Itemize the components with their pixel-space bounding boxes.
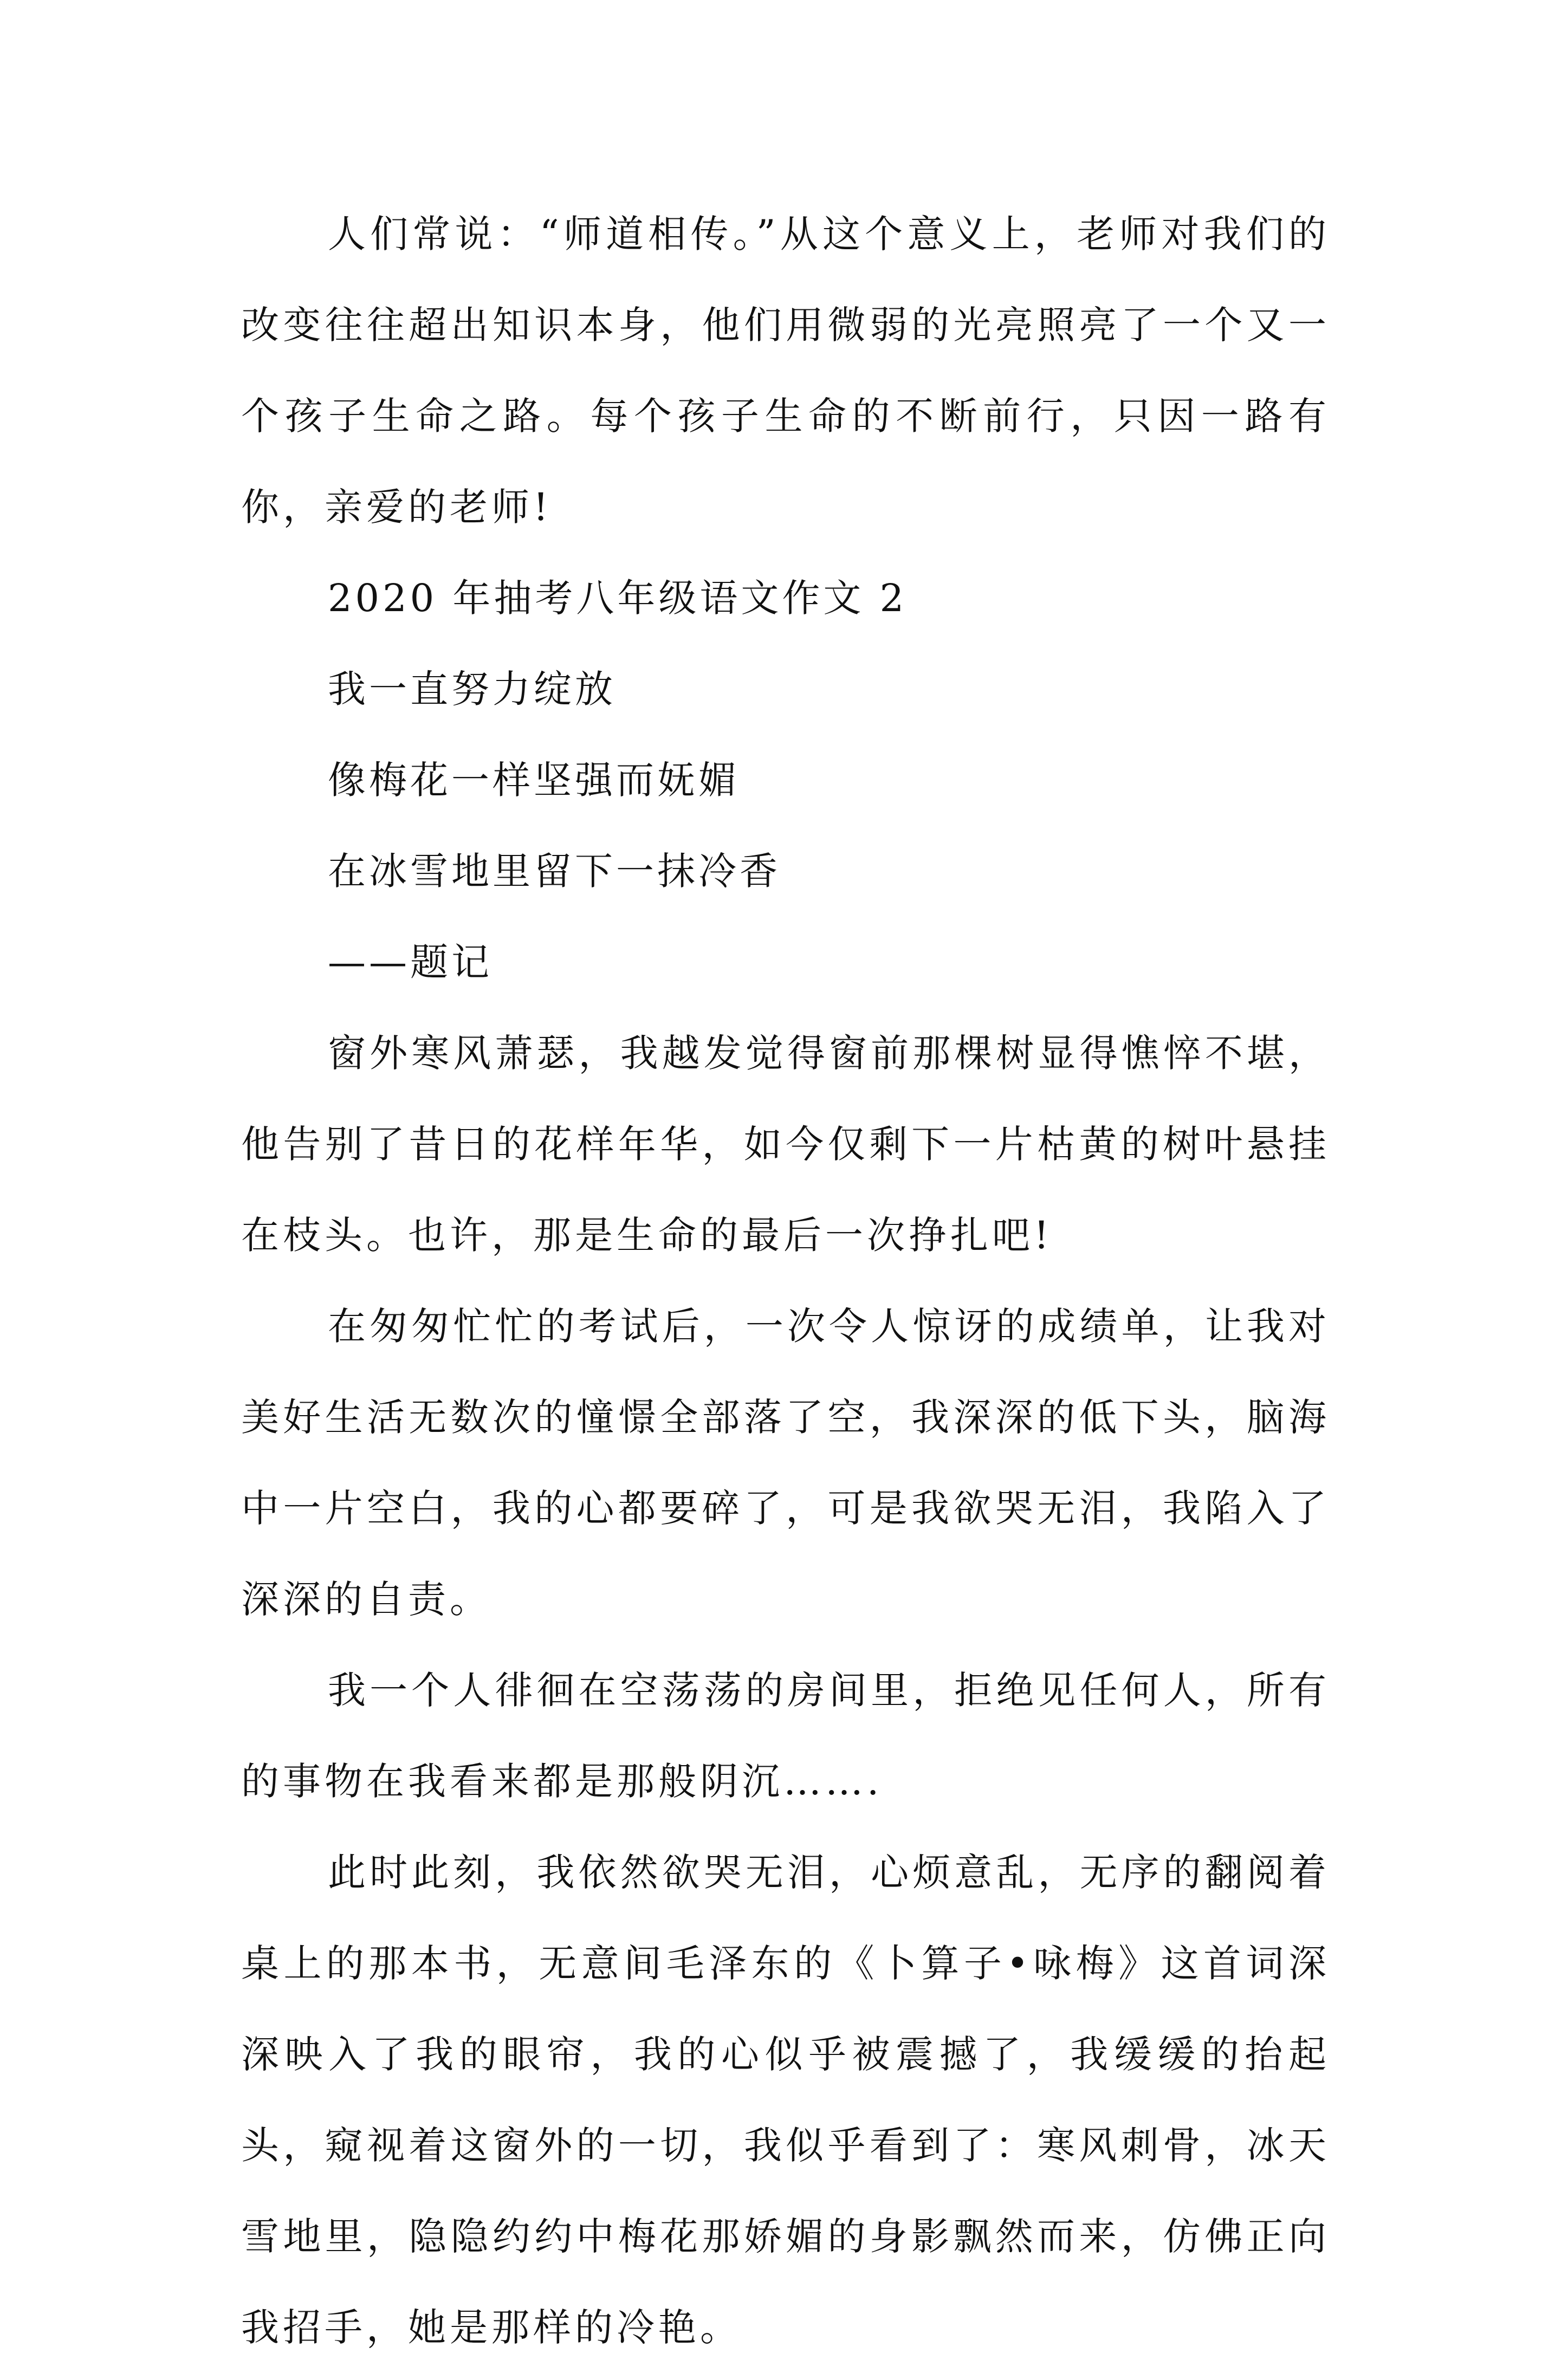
paragraph-body-2: 在匆匆忙忙的考试后，一次令人惊讶的成绩单，让我对美好生活无数次的憧憬全部落了空，我深深的低下头，脑海中一片空白，我的心都要碎了，可是我欲哭无泪，我陷入了深深的自责。 (241, 1304, 1330, 1622)
paragraph-body-1: 窗外寒风萧瑟，我越发觉得窗前那棵树显得憔悴不堪，他告别了昔日的花样年华，如今仅剩下一片枯黄的树叶悬挂在枝头。也许，那是生命的最后一次挣扎吧! (241, 1031, 1330, 1257)
epigraph-attribution: ——题记 (328, 940, 493, 984)
poem-line-1: 我一直努力绽放 (328, 667, 616, 711)
document-body (241, 189, 1330, 2373)
paragraph-body-3: 我一个人徘徊在空荡荡的房间里，拒绝见任何人，所有的事物在我看来都是那般阴沉……. (241, 1668, 1330, 1804)
essay-title: 2020 年抽考八年级语文作文 2 (328, 576, 908, 620)
poem-line-2: 像梅花一样坚强而妩媚 (328, 758, 740, 802)
poem-line-3: 在冰雪地里留下一抹冷香 (328, 849, 781, 893)
paragraph-intro: 人们常说：“师道相传。”从这个意义上，老师对我们的改变往往超出知识本身，他们用微弱的光亮照亮了一个又一个孩子生命之路。每个孩子生命的不断前行，只因一路有你，亲爱的老师! (241, 212, 1330, 529)
paragraph-body-4: 此时此刻，我依然欲哭无泪，心烦意乱，无序的翻阅着桌上的那本书，无意间毛泽东的《卜算子•咏梅》这首词深深映入了我的眼帘，我的心似乎被震撼了，我缓缓的抬起头，窥视着这窗外的一切，我似乎看到了：寒风刺骨，冰天雪地里，隐隐约约中梅花那娇媚的身影飘然而来，仿佛正向我招手，她是那样的冷艳。 (241, 1850, 1330, 2350)
